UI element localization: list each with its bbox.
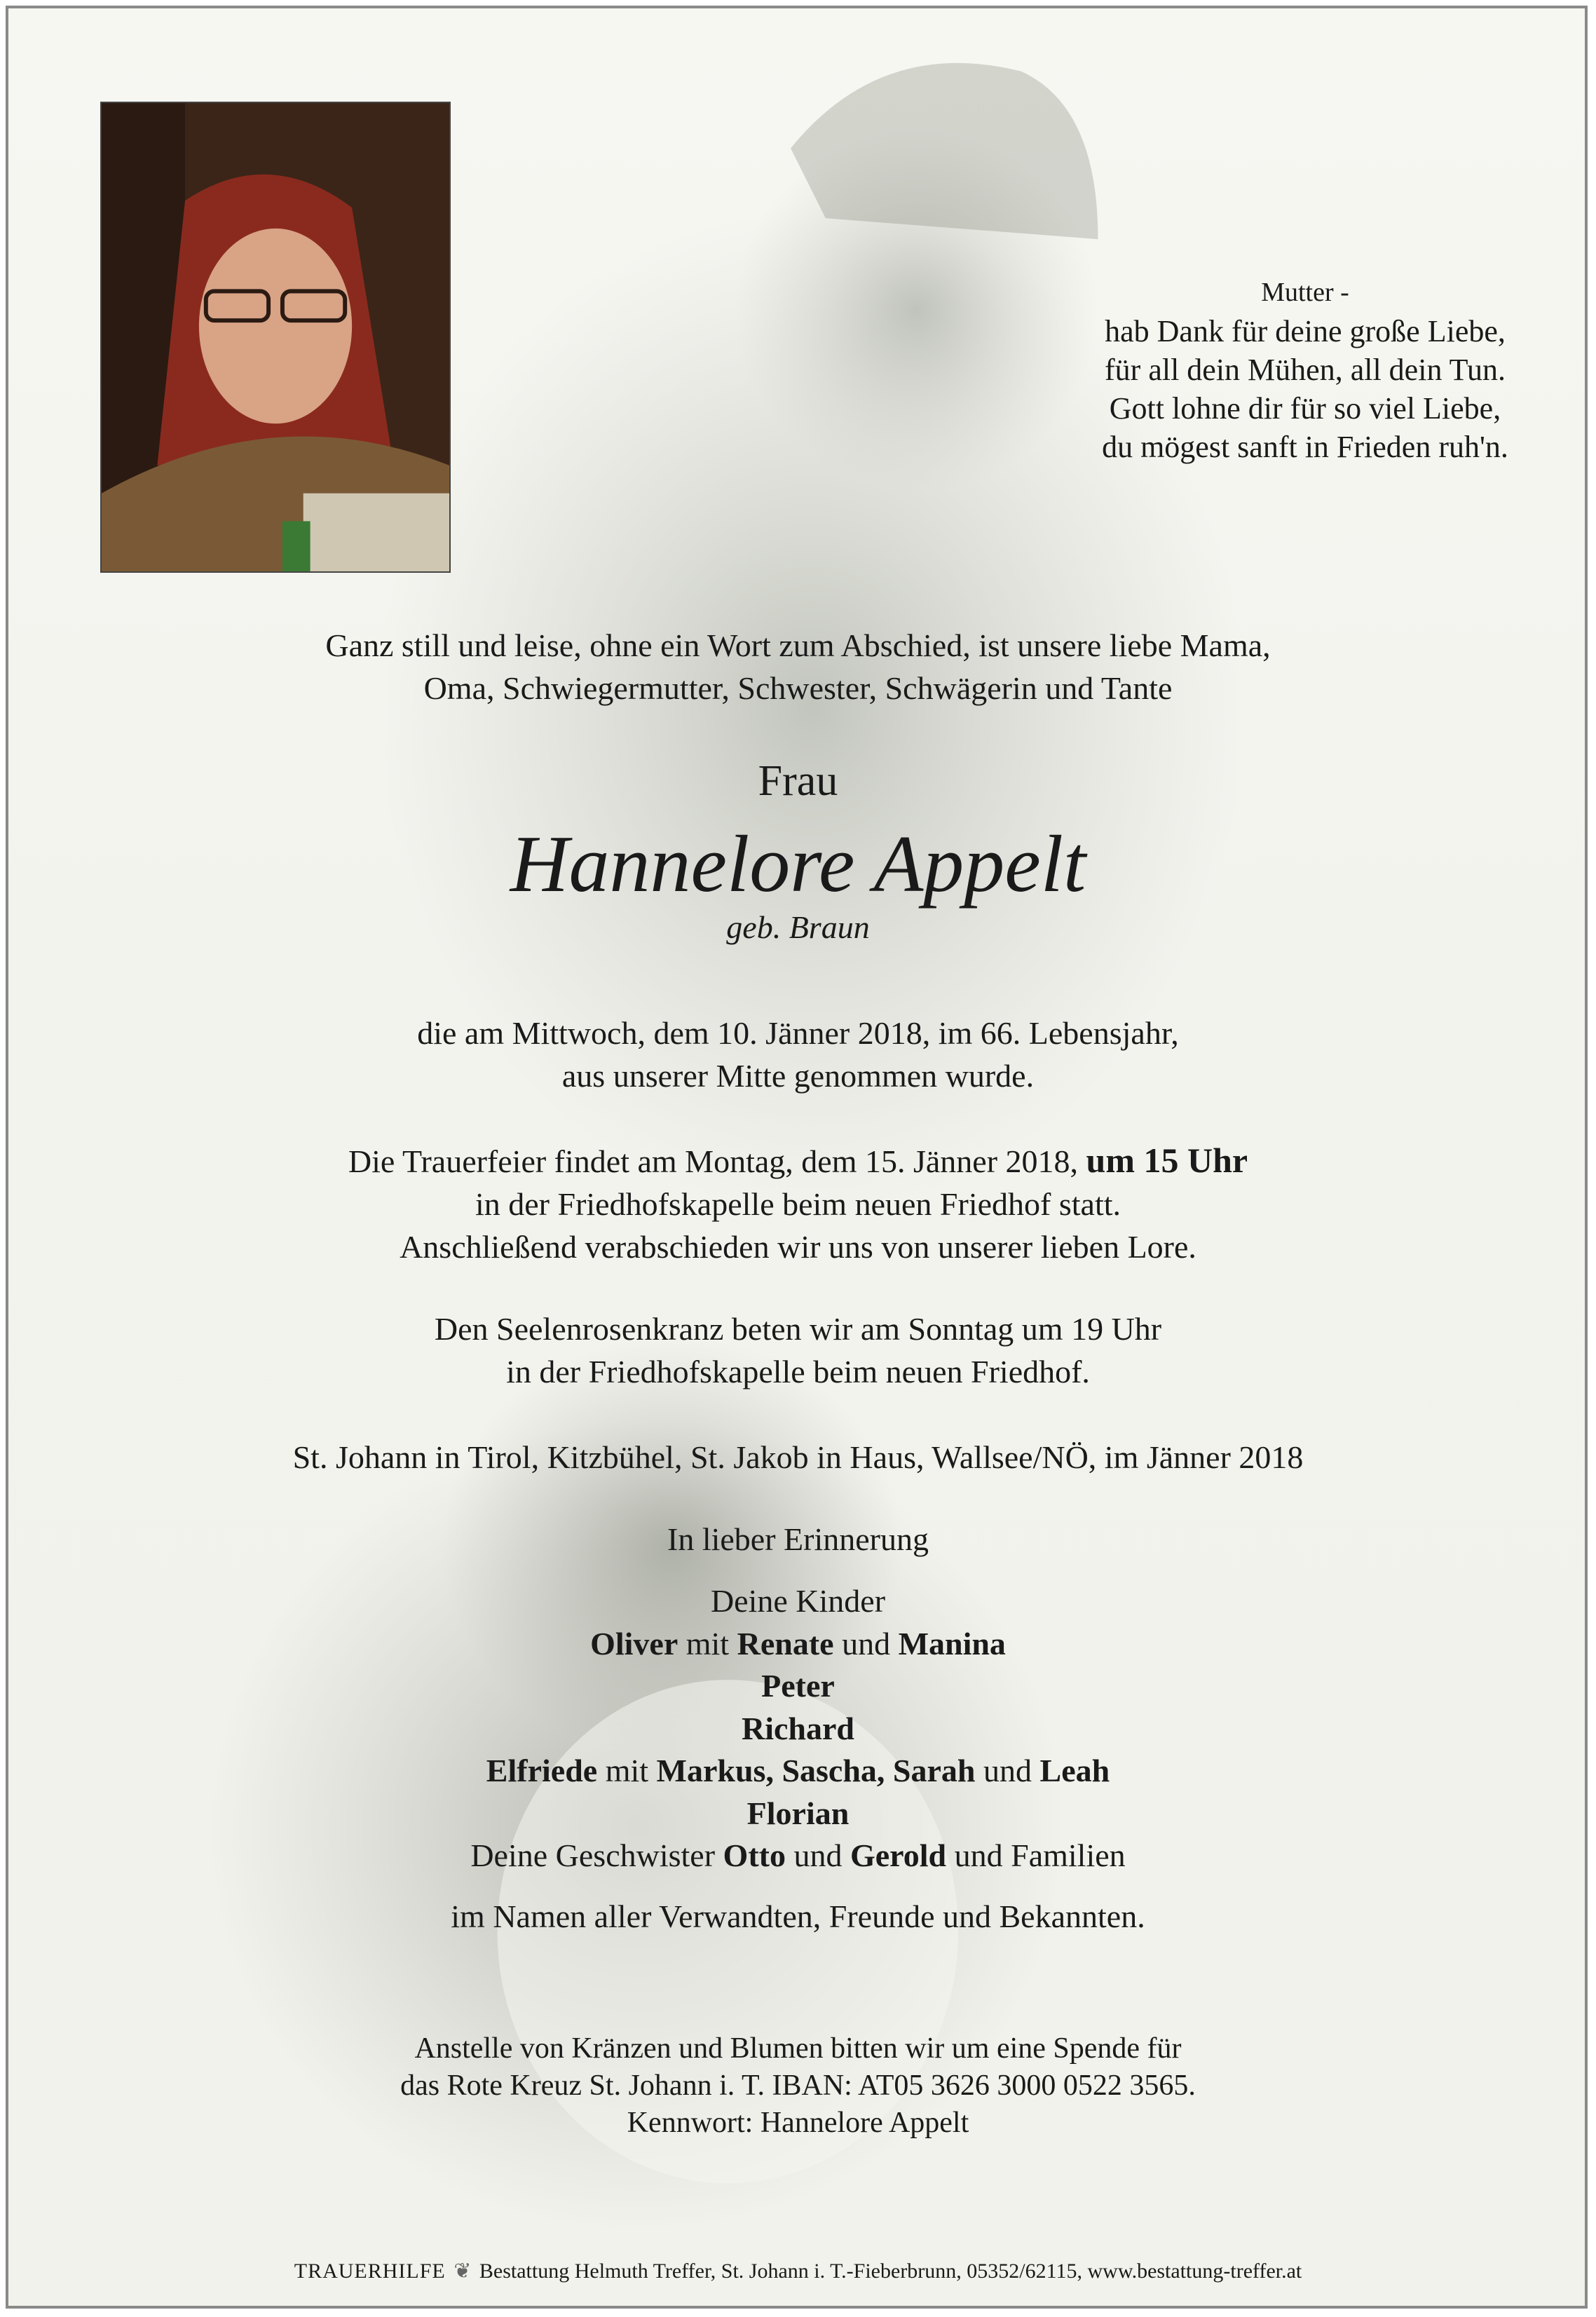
motto-line: Mutter - <box>1261 278 1349 307</box>
family-row <box>0 1708 1596 1751</box>
family-row <box>0 1750 1596 1793</box>
family-name: Richard <box>742 1710 854 1746</box>
motto-line: für all dein Mühen, all dein Tun. <box>1105 353 1506 387</box>
children-label: Deine Kinder <box>710 1583 886 1619</box>
family-row <box>0 1665 1596 1708</box>
funeral-info <box>0 1139 1596 1268</box>
family-name: Florian <box>746 1795 850 1831</box>
family-name: Elfriede <box>486 1753 598 1788</box>
others-line: im Namen aller Verwandten, Freunde und Bekannten. <box>451 1898 1145 1934</box>
funeral-line: Anschließend verabschieden wir uns von unserer lieben Lore. <box>400 1229 1196 1265</box>
family-row <box>0 1835 1596 1877</box>
leaf-icon: ❦ <box>453 2260 472 2283</box>
family-connector: und <box>833 1625 899 1662</box>
funeral-line: in der Friedhofskapelle beim neuen Friedhof statt. <box>475 1186 1121 1222</box>
family-name: Leah <box>1039 1753 1110 1788</box>
funeral-time: um 15 Uhr <box>1086 1141 1248 1180</box>
family-name: Peter <box>761 1668 835 1704</box>
motto-line: du mögest sanft in Frieden ruh'n. <box>1102 430 1508 464</box>
rosary-info <box>0 1307 1596 1393</box>
family-connector: und <box>785 1837 850 1873</box>
family-list <box>0 1580 1596 1877</box>
family-connector: und Familien <box>946 1837 1126 1873</box>
intro-text <box>0 624 1596 709</box>
family-connector: mit <box>597 1753 657 1788</box>
death-notice <box>0 1012 1596 1097</box>
footer-brand: TRAUERHILFE <box>294 2260 446 2283</box>
portrait-woman-image <box>102 103 449 571</box>
deceased-name: Hannelore Appelt <box>510 820 1086 909</box>
family-name: Oliver <box>590 1625 678 1662</box>
motto-verse <box>1046 273 1564 466</box>
family-row <box>0 1623 1596 1666</box>
intro-line: Ganz still und leise, ohne ein Wort zum Abschied, ist unsere liebe Mama, <box>325 627 1271 663</box>
family-connector: und <box>975 1753 1040 1788</box>
death-notice-line: die am Mittwoch, dem 10. Jänner 2018, im 66. Lebensjahr, <box>417 1015 1179 1051</box>
family-row <box>0 1793 1596 1835</box>
place-and-date: St. Johann in Tirol, Kitzbühel, St. Jakob in Haus, Wallsee/NÖ, im Jänner 2018 <box>292 1439 1304 1475</box>
funeral-date-text: Die Trauerfeier findet am Montag, dem 15. Jänner 2018, <box>348 1143 1086 1179</box>
family-connector: mit <box>678 1625 737 1662</box>
funeral-home-footer <box>0 2257 1596 2304</box>
maiden-name: geb. Braun <box>726 909 870 945</box>
intro-line: Oma, Schwiegermutter, Schwester, Schwägerin und Tante <box>423 670 1173 706</box>
family-connector: Deine Geschwister <box>470 1837 723 1873</box>
honorific: Frau <box>758 757 838 805</box>
motto-line: Gott lohne dir für so viel Liebe, <box>1109 391 1501 426</box>
family-name: Otto <box>723 1837 786 1873</box>
family-name: Markus, Sascha, Sarah <box>656 1753 976 1788</box>
in-memory-heading: In lieber Erinnerung <box>667 1521 929 1557</box>
donation-line: Anstelle von Kränzen und Blumen bitten wir um eine Spende für <box>414 2032 1182 2065</box>
footer-text: Bestattung Helmuth Treffer, St. Johann i. T.-Fieberbrunn, 05352/62115, www.bestattung-treffer.at <box>479 2260 1302 2283</box>
family-name: Manina <box>898 1625 1006 1662</box>
family-name: Renate <box>737 1625 834 1662</box>
rosary-line: in der Friedhofskapelle beim neuen Friedhof. <box>506 1354 1090 1389</box>
motto-line: hab Dank für deine große Liebe, <box>1105 314 1506 348</box>
donation-line: das Rote Kreuz St. Johann i. T. IBAN: AT05 3626 3000 0522 3565. <box>400 2070 1196 2102</box>
donation-line: Kennwort: Hannelore Appelt <box>627 2107 969 2139</box>
portrait-photo <box>100 102 451 573</box>
family-name: Gerold <box>850 1837 947 1873</box>
death-notice-line: aus unserer Mitte genommen wurde. <box>561 1058 1035 1094</box>
funeral-line <box>0 1139 1596 1183</box>
donation-request <box>0 2030 1596 2142</box>
rosary-line: Den Seelenrosenkranz beten wir am Sonntag um 19 Uhr <box>434 1311 1162 1347</box>
